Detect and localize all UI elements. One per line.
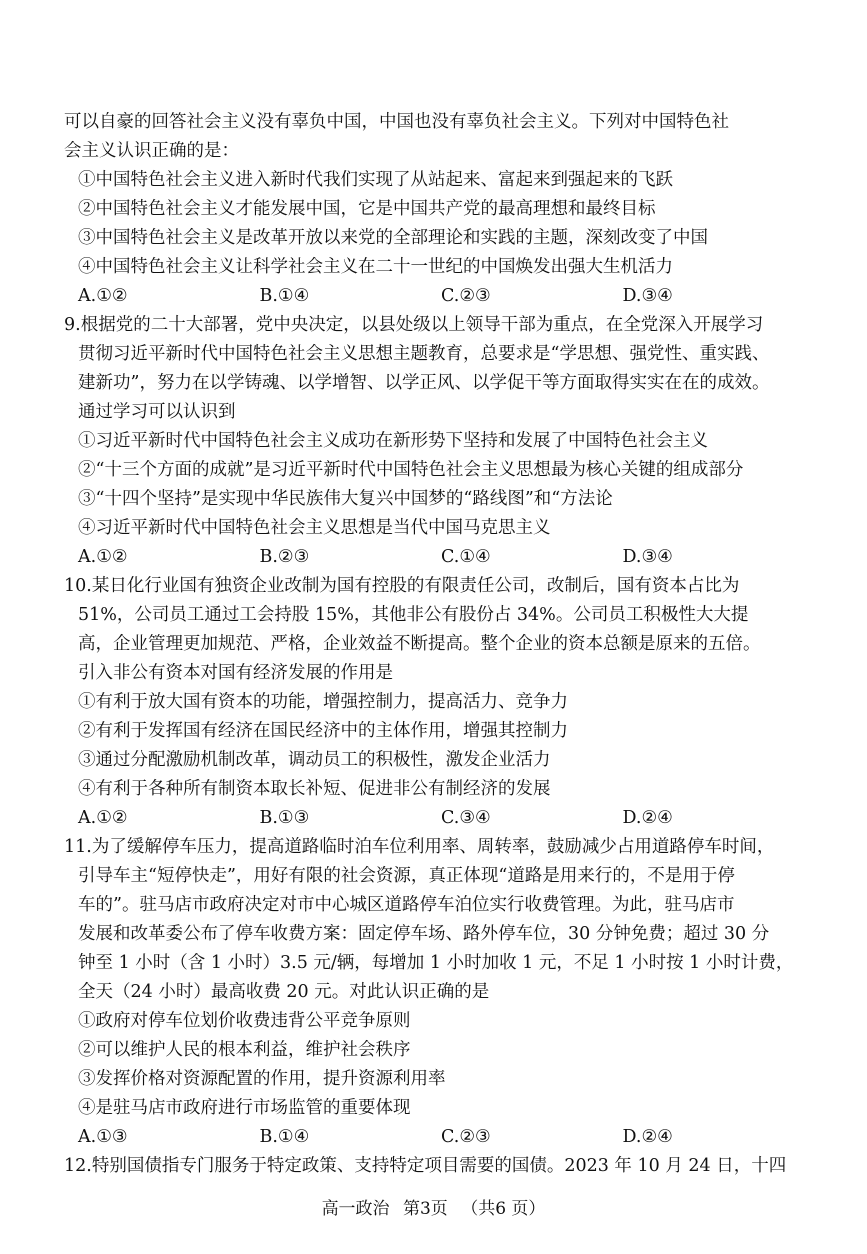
question-stem-line: 10.某日化行业国有独资企业改制为国有控股的有限责任公司，改制后，国有资本占比为 — [64, 576, 740, 596]
statement-4: ④是驻马店市政府进行市场监管的重要体现 — [78, 1098, 411, 1118]
option-c: C.①④ — [441, 547, 491, 567]
option-d: D.②④ — [622, 808, 673, 828]
statement-1: ①习近平新时代中国特色社会主义成功在新形势下坚持和发展了中国特色社会主义 — [78, 431, 708, 451]
option-b: B.①④ — [259, 1127, 310, 1147]
question-stem-line: 高，企业管理更加规范、严格，企业效益不断提高。整个企业的资本总额是原来的五倍。 — [78, 634, 761, 654]
statement-2: ②有利于发挥国有经济在国民经济中的主体作用，增强其控制力 — [78, 721, 568, 741]
option-c: C.③④ — [441, 808, 491, 828]
statement-4: ④中国特色社会主义让科学社会主义在二十一世纪的中国焕发出强大生机活力 — [78, 257, 673, 277]
statement-3: ③发挥价格对资源配置的作用，提升资源利用率 — [78, 1069, 446, 1089]
option-d: D.③④ — [622, 547, 673, 567]
footer-subject: 高一政治 — [321, 1199, 390, 1219]
option-b: B.①④ — [259, 286, 310, 306]
question-stem-line: 全天（24 小时）最高收费 20 元。对此认识正确的是 — [78, 982, 490, 1002]
footer-total-pages: （共6 页） — [461, 1199, 546, 1219]
option-a: A.①② — [78, 808, 128, 828]
page-footer — [0, 1197, 867, 1221]
question-stem-line: 发展和改革委公布了停车收费方案：固定停车场、路外停车位，30 分钟免费；超过 30 分 — [78, 924, 770, 944]
statement-4: ④习近平新时代中国特色社会主义思想是当代中国马克思主义 — [78, 518, 551, 538]
option-c: C.②③ — [441, 286, 491, 306]
question-stem-line: 51%，公司员工通过工会持股 15%，其他非公有股份占 34%。公司员工积极性大大提 — [78, 605, 749, 625]
option-a: A.①③ — [78, 1127, 128, 1147]
question-stem-line: 车的”。驻马店市政府决定对市中心城区道路停车泊位实行收费管理。为此，驻马店市 — [78, 895, 735, 915]
option-d: D.③④ — [622, 286, 673, 306]
question-stem-line: 9.根据党的二十大部署，党中央决定，以县处级以上领导干部为重点，在全党深入开展学习 — [64, 315, 764, 335]
statement-4: ④有利于各种所有制资本取长补短、促进非公有制经济的发展 — [78, 779, 551, 799]
question-stem-line: 引导车主“短停快走”，用好有限的社会资源，真正体现“道路是用来行的，不是用于停 — [78, 866, 735, 886]
question-stem-line: 钟至 1 小时（含 1 小时）3.5 元/辆，每增加 1 小时加收 1 元，不足 1 小时按 1 小时计费， — [78, 953, 794, 973]
answer-options — [64, 543, 804, 572]
statement-3: ③通过分配激励机制改革，调动员工的积极性，激发企业活力 — [78, 750, 551, 770]
option-d: D.②④ — [622, 1127, 673, 1147]
statement-1: ①中国特色社会主义进入新时代我们实现了从站起来、富起来到强起来的飞跃 — [78, 170, 673, 190]
question-10 — [64, 572, 804, 833]
question-stem-line: 建新功”，努力在以学铸魂、以学增智、以学正风、以学促干等方面取得实实在在的成效。 — [78, 373, 770, 393]
answer-options — [64, 804, 804, 833]
statement-1: ①有利于放大国有资本的功能，增强控制力，提高活力、竞争力 — [78, 692, 568, 712]
question-stem-line: 引入非公有资本对国有经济发展的作用是 — [78, 663, 393, 683]
answer-options — [64, 282, 804, 311]
option-b: B.①③ — [259, 808, 310, 828]
statement-2: ②“十三个方面的成就”是习近平新时代中国特色社会主义思想最为核心关键的组成部分 — [78, 460, 744, 480]
statement-2: ②中国特色社会主义才能发展中国，它是中国共产党的最高理想和最终目标 — [78, 199, 656, 219]
question-12 — [64, 1152, 804, 1181]
answer-options — [64, 1123, 804, 1152]
question-stem-line: 12.特别国债指专门服务于特定政策、支持特定项目需要的国债。2023 年 10 月 24 日，十四 — [64, 1156, 787, 1176]
option-a: A.①② — [78, 547, 128, 567]
statement-2: ②可以维护人民的根本利益，维护社会秩序 — [78, 1040, 411, 1060]
question-stem-line: 11.为了缓解停车压力，提高道路临时泊车位利用率、周转率，鼓励减少占用道路停车时间， — [64, 837, 775, 857]
option-a: A.①② — [78, 286, 128, 306]
question-9 — [64, 311, 804, 572]
statement-3: ③中国特色社会主义是改革开放以来党的全部理论和实践的主题，深刻改变了中国 — [78, 228, 708, 248]
question-stem-line: 通过学习可以认识到 — [78, 402, 236, 422]
question-8 — [64, 108, 804, 311]
statement-3: ③“十四个坚持”是实现中华民族伟大复兴中国梦的“路线图”和“方法论 — [78, 489, 613, 509]
exam-content — [64, 108, 804, 1181]
option-b: B.②③ — [259, 547, 310, 567]
question-stem-line: 贯彻习近平新时代中国特色社会主义思想主题教育，总要求是“学思想、强党性、重实践、 — [78, 344, 770, 364]
option-c: C.②③ — [441, 1127, 491, 1147]
question-stem-line: 可以自豪的回答社会主义没有辜负中国，中国也没有辜负社会主义。下列对中国特色社 — [64, 112, 729, 132]
question-11 — [64, 833, 804, 1152]
footer-page-number: 第3页 — [402, 1199, 448, 1219]
question-stem-line: 会主义认识正确的是： — [64, 141, 239, 161]
statement-1: ①政府对停车位划价收费违背公平竞争原则 — [78, 1011, 411, 1031]
